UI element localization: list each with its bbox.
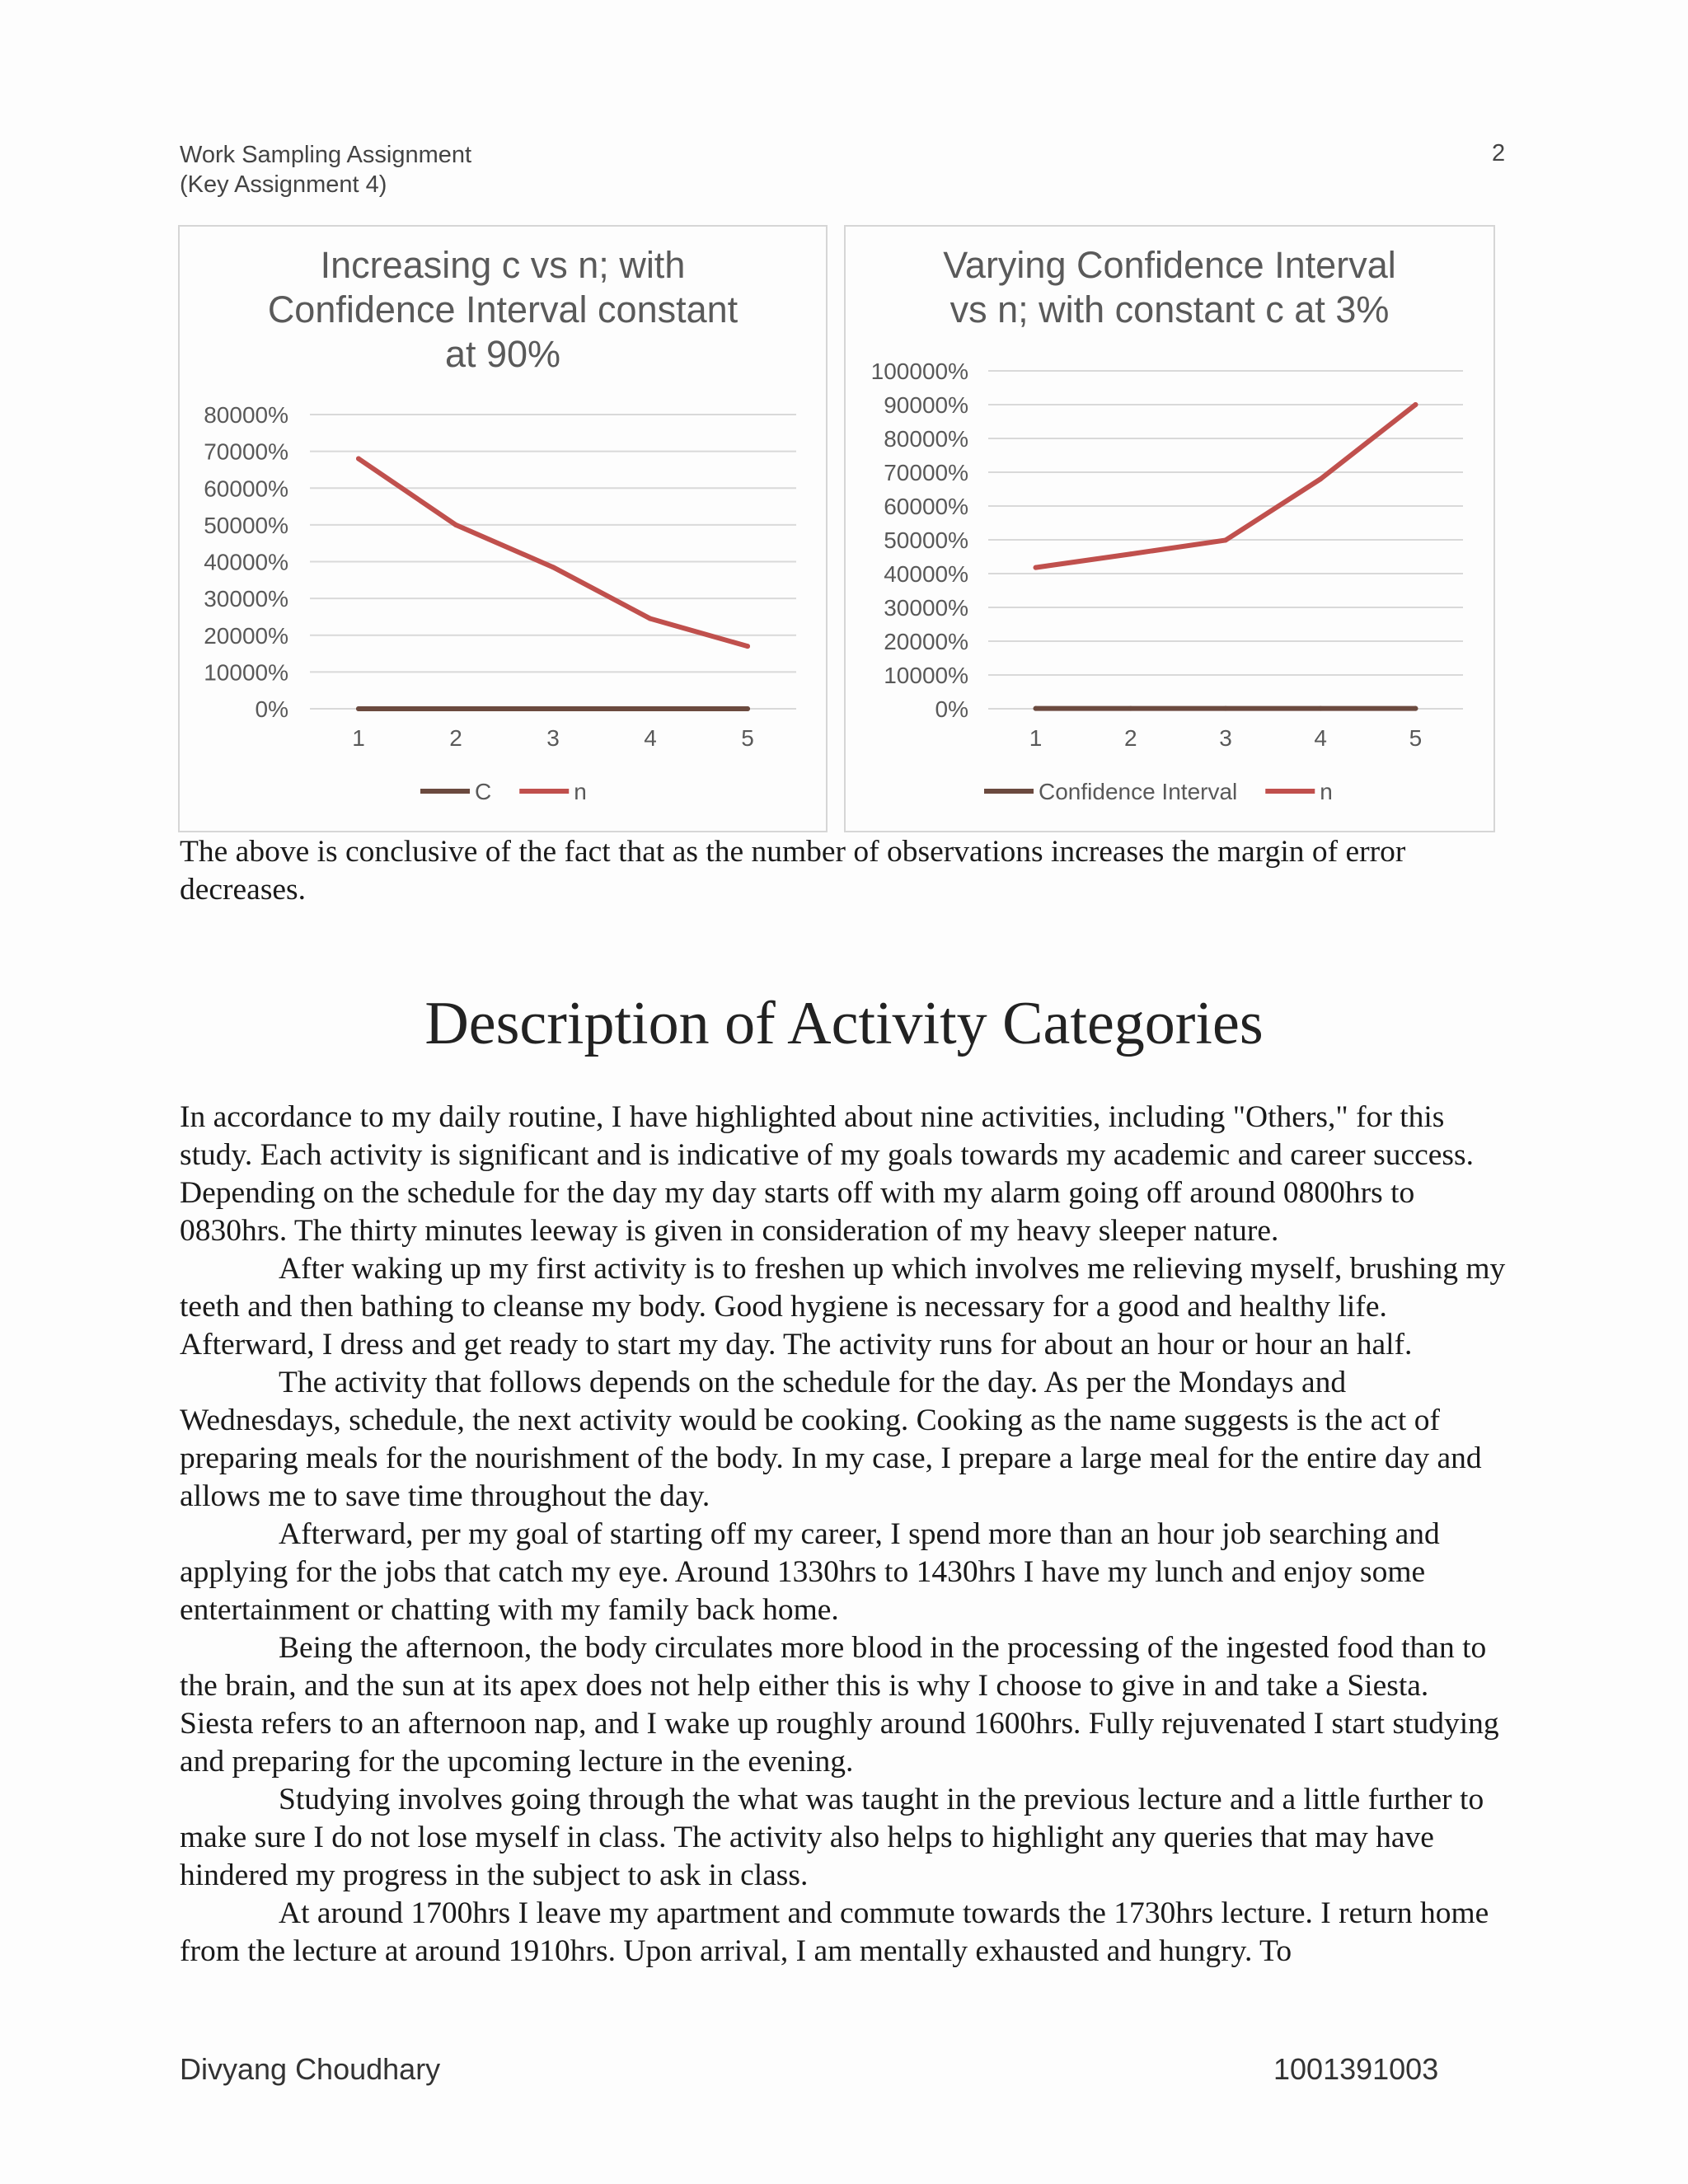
paragraph: Being the afternoon, the body circulates more blood in the processing of the ingested food than to the brain, and the sun at its apex does not help either this is why I choose to give in and take a Siesta. Siesta refers to an afternoon nap, and I wake up roughly around 1600hrs. Fully rejuvenated I start studying and preparing for the upcoming lecture in the evening. <box>180 1631 1499 1779</box>
y-tick-label: 0% <box>255 696 288 722</box>
chart-conclusion-text: The above is conclusive of the fact that as the number of observations increases the margin of error decreases. <box>180 835 1406 907</box>
paragraph: Afterward, per my goal of starting off my career, I spend more than an hour job searching and applying for the jobs that catch my eye. Around 1330hrs to 1430hrs I have my lunch and enjoy some entertainment or chatting with my family back home. <box>180 1517 1440 1627</box>
data-point <box>1128 706 1133 711</box>
y-tick-label: 10000% <box>204 659 288 686</box>
data-point <box>356 457 361 462</box>
data-point <box>648 706 653 711</box>
legend-label: n <box>574 779 587 804</box>
data-point <box>648 616 653 621</box>
data-point <box>1318 706 1323 711</box>
y-tick-label: 20000% <box>884 629 968 654</box>
data-point <box>356 706 361 711</box>
chart-ci-vs-n <box>844 225 1495 832</box>
y-tick-label: 70000% <box>884 460 968 485</box>
data-point <box>1318 476 1323 481</box>
y-tick-label: 30000% <box>204 586 288 612</box>
y-tick-label: 40000% <box>884 561 968 587</box>
x-tick-label: 5 <box>741 725 754 751</box>
data-point <box>453 523 458 527</box>
chart-ci-vs-n-svg <box>846 227 1493 831</box>
data-point <box>1223 706 1228 711</box>
x-tick-label: 4 <box>1314 725 1327 751</box>
x-tick-label: 1 <box>352 725 365 751</box>
x-tick-label: 1 <box>1029 725 1043 751</box>
chart-title-line: at 90% <box>444 333 561 375</box>
chart-c-vs-n-svg <box>180 227 826 831</box>
legend-label: Confidence Interval <box>1039 779 1238 804</box>
x-tick-label: 5 <box>1409 725 1423 751</box>
data-point <box>1223 537 1228 542</box>
y-tick-label: 20000% <box>204 622 288 649</box>
y-tick-label: 70000% <box>204 438 288 465</box>
chart-title-line: vs n; with constant c at 3% <box>950 288 1390 330</box>
x-tick-label: 2 <box>449 725 462 751</box>
chart-c-vs-n <box>178 225 828 832</box>
x-tick-label: 3 <box>546 725 560 751</box>
header-title-line2: (Key Assignment 4) <box>180 171 387 198</box>
running-header <box>180 140 471 199</box>
y-tick-label: 50000% <box>884 527 968 553</box>
y-tick-label: 80000% <box>884 426 968 452</box>
y-tick-label: 90000% <box>884 392 968 418</box>
data-point <box>1034 565 1039 570</box>
legend-label: C <box>475 779 492 804</box>
y-tick-label: 100000% <box>870 359 968 384</box>
legend-label: n <box>1320 779 1333 804</box>
y-tick-label: 10000% <box>884 663 968 688</box>
data-point <box>453 706 458 711</box>
x-tick-label: 3 <box>1219 725 1232 751</box>
y-tick-label: 60000% <box>884 494 968 519</box>
chart-title-line: Confidence Interval constant <box>267 288 738 330</box>
header-title-line1: Work Sampling Assignment <box>180 142 472 168</box>
data-point <box>1413 402 1418 407</box>
data-point <box>1128 551 1133 556</box>
paragraph: At around 1700hrs I leave my apartment and commute towards the 1730hrs lecture. I return home from the lecture at around 1910hrs. Upon arrival, I am mentally exhausted and hungry. To <box>180 1896 1489 1968</box>
paragraph: Studying involves going through the what was taught in the previous lecture and a little further to make sure I do not lose myself in class. The activity also helps to highlight any queries that may have hindered my progress in the subject to ask in class. <box>180 1783 1484 1892</box>
x-tick-label: 4 <box>644 725 657 751</box>
y-tick-label: 60000% <box>204 476 288 502</box>
data-point <box>745 706 750 711</box>
page-number: 2 <box>1492 140 1506 166</box>
y-tick-label: 40000% <box>204 549 288 575</box>
data-point <box>745 644 750 649</box>
series-line-n <box>1036 405 1416 568</box>
data-point <box>1034 706 1039 711</box>
footer-student-id: 1001391003 <box>1273 2052 1439 2086</box>
y-tick-label: 30000% <box>884 595 968 621</box>
y-tick-label: 80000% <box>204 402 288 428</box>
paragraph: After waking up my first activity is to freshen up which involves me relieving myself, brushing my teeth and then bathing to cleanse my body. Good hygiene is necessary for a good and healthy life. Afterward, I dress and get ready to start my day. The activity runs for about an hour or hour an half. <box>180 1252 1506 1361</box>
section-title: Description of Activity Categories <box>424 990 1264 1057</box>
chart-title-line: Varying Confidence Interval <box>943 244 1396 286</box>
body-text <box>180 1099 1508 1971</box>
paragraph: The activity that follows depends on the schedule for the day. As per the Mondays and Wednesdays, schedule, the next activity would be cooking. Cooking as the name suggests is the act of preparing meals for the nourishment of the body. In my case, I prepare a large meal for the entire day and allows me to save time throughout the day. <box>180 1366 1482 1513</box>
series-line-n <box>359 459 748 647</box>
x-tick-label: 2 <box>1124 725 1137 751</box>
y-tick-label: 0% <box>935 696 968 722</box>
data-point <box>551 565 556 569</box>
chart-title-line: Increasing c vs n; with <box>320 244 686 286</box>
data-point <box>1413 706 1418 711</box>
y-tick-label: 50000% <box>204 512 288 538</box>
paragraph: In accordance to my daily routine, I have highlighted about nine activities, including "Others," for this study. Each activity is significant and is indicative of my goals towards my academic and career success. Depending on the schedule for the day my day starts off with my alarm going off around 0800hrs to 0830hrs. The thirty minutes leeway is given in consideration of my heavy sleeper nature. <box>180 1100 1474 1248</box>
data-point <box>551 706 556 711</box>
footer-author: Divyang Choudhary <box>180 2052 441 2086</box>
